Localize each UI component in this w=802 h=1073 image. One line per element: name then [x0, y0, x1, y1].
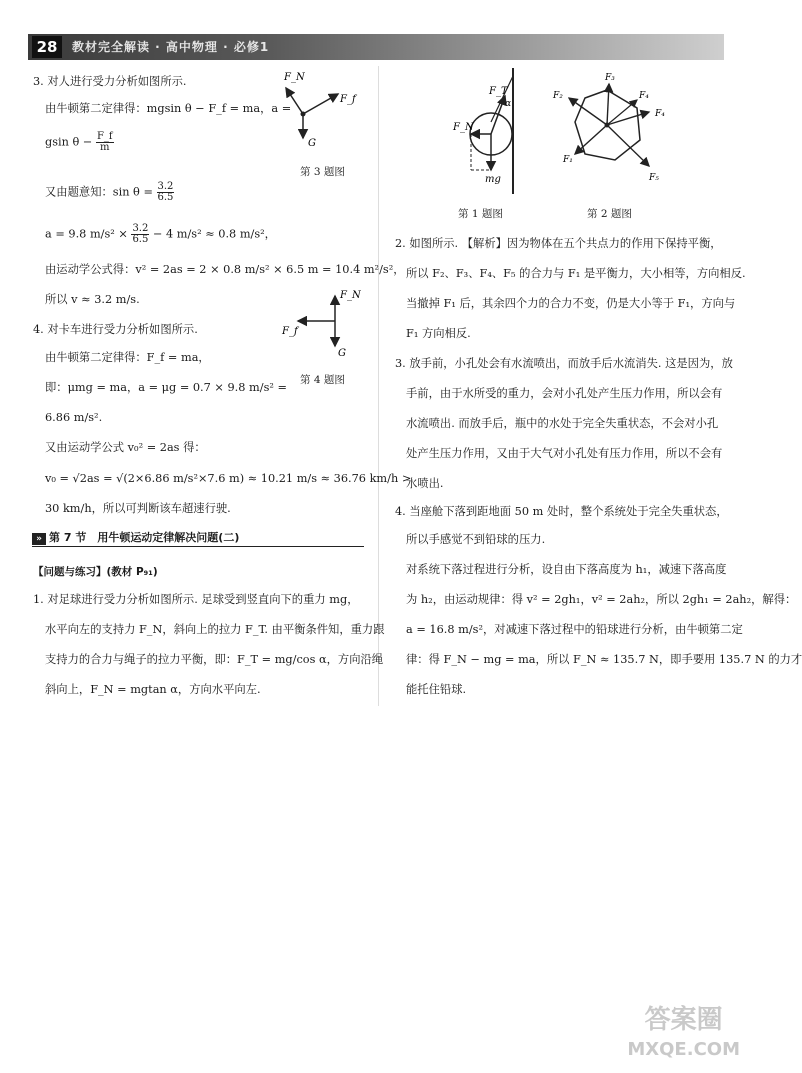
label-f2: F₂	[553, 91, 563, 101]
force-f4-arrow	[607, 112, 649, 125]
q3-line: 由运动学公式得：v² = 2as = 2 × 0.8 m/s² × 6.5 m = 10.4 m²/s²，	[45, 263, 405, 276]
label-fn: F_N	[284, 72, 305, 83]
practice-line: 斜向上，F_N = mgtan α，方向水平向左.	[45, 683, 261, 696]
q4-line: 30 km/h，所以可判断该车超速行驶.	[45, 502, 231, 515]
header-title: 教材完全解读 · 高中物理 · 必修1	[72, 40, 270, 54]
fraction: $\frac{3.2}{6.5}$	[132, 223, 149, 245]
label-ft: F_T	[489, 86, 508, 97]
r-q4-line: a = 16.8 m/s²，对减速下落过程中的铅球进行分析，由牛顿第二定	[406, 623, 743, 636]
label-fn: F_N	[453, 122, 474, 133]
r-q3-line: 3. 放手前，小孔处会有水流喷出，而放手后水流消失. 这是因为，放	[395, 357, 733, 370]
q3-line: 所以 v ≈ 3.2 m/s.	[45, 293, 140, 306]
practice-line: 支持力的合力与绳子的拉力平衡，即：F_T = mg/cos α，方向沿绳	[45, 653, 384, 666]
fraction: $\frac{3.2}{6.5}$	[157, 181, 174, 203]
watermark-logo: 答案圈 MXQE.COM	[627, 1005, 740, 1060]
label-alpha: α	[505, 99, 512, 109]
q4-line: 又由运动学公式 v₀² = 2as 得：	[45, 441, 206, 454]
figure-4-caption: 第 4 题图	[300, 374, 345, 386]
r-q4-line: 4. 当座舱下落到距地面 50 m 处时，整个系统处于完全失重状态，	[395, 505, 728, 518]
label-ff: F_f	[282, 326, 298, 337]
figure-1-caption: 第 1 题图	[458, 208, 503, 220]
force-origin-point	[605, 123, 610, 128]
r-q4-line: 律：得 F_N − mg = ma，所以 F_N ≈ 135.7 N，即手要用 135.7 N 的力才	[406, 653, 802, 666]
figure-4-force-diagram	[280, 286, 370, 366]
label-f4: F₄	[655, 109, 665, 119]
q4-line: 即：μmg = ma，a = μg = 0.7 × 9.8 m/s² =	[45, 381, 287, 394]
q3-line: gsin θ − $\frac{F\_f}{m}$	[45, 131, 113, 153]
label-f1: F₁	[563, 155, 573, 165]
label-ff: F_f	[340, 94, 356, 105]
force-ft-arrow	[491, 96, 505, 134]
practice-line: 水平向左的支持力 F_N，斜向上的拉力 F_T. 由平衡条件知，重力跟	[45, 623, 385, 636]
q3-line: a = 9.8 m/s² × $\frac{3.2}{6.5}$ − 4 m/s² ≈ 0.8 m/s²，	[45, 223, 276, 245]
figure-3-force-diagram	[270, 66, 370, 166]
practice-line: 1. 对足球进行受力分析如图所示. 足球受到竖直向下的重力 mg，	[33, 593, 359, 606]
section-heading: » 第 7 节 用牛顿运动定律解决问题(二)	[32, 530, 364, 547]
r-q2-line: 2. 如图所示. 【解析】因为物体在五个共点力的作用下保持平衡，	[395, 237, 722, 250]
chevron-right-icon: »	[32, 533, 46, 545]
q3-line: 由牛顿第二定律得：mgsin θ − F_f = ma，a =	[45, 102, 292, 115]
label-mg: mg	[485, 174, 501, 185]
force-f4b-arrow	[607, 100, 637, 125]
r-q2-line: F₁ 方向相反.	[406, 327, 471, 340]
q3-title: 3. 对人进行受力分析如图所示.	[33, 75, 187, 88]
label-g: G	[338, 348, 346, 359]
fraction: $\frac{F\_f}{m}$	[96, 131, 113, 153]
figure-3-caption: 第 3 题图	[300, 166, 345, 178]
label-f3: F₃	[605, 73, 615, 83]
label-f4b: F₄	[639, 91, 649, 101]
label-g: G	[308, 138, 316, 149]
label-fn: F_N	[340, 290, 361, 301]
r-q2-line: 所以 F₂、F₃、F₄、F₅ 的合力与 F₁ 是平衡力，大小相等，方向相反.	[406, 267, 746, 280]
q3-line: 又由题意知：sin θ = $\frac{3.2}{6.5}$	[45, 181, 174, 203]
figure-2-five-forces	[545, 70, 675, 190]
r-q3-line: 手前，由于水所受的重力，会对小孔处产生压力作用，所以会有	[406, 387, 723, 400]
r-q3-line: 处产生压力作用，又由于大气对小孔处有压力作用，所以不会有	[406, 447, 723, 460]
r-q4-line: 能托住铅球.	[406, 683, 467, 696]
r-q4-line: 对系统下落过程进行分析，设自由下落高度为 h₁，减速下落高度	[406, 563, 727, 576]
r-q4-line: 所以手感觉不到铅球的压力.	[406, 533, 546, 546]
q4-line: v₀ = √2as = √(2×6.86 m/s²×7.6 m) ≈ 10.21 m/s ≈ 36.76 km/h >	[45, 472, 412, 485]
force-fn-arrow	[286, 88, 303, 114]
q4-title: 4. 对卡车进行受力分析如图所示.	[33, 323, 198, 336]
force-ff-arrow	[303, 94, 338, 114]
r-q2-line: 当撤掉 F₁ 后，其余四个力的合力不变，仍是大小等于 F₁，方向与	[406, 297, 736, 310]
figure-2-caption: 第 2 题图	[587, 208, 632, 220]
practice-heading: 【问题与练习】(教材 P₉₁)	[33, 566, 158, 578]
r-q4-line: 为 h₂，由运动规律：得 v² = 2gh₁，v² = 2ah₂，所以 2gh₁ = 2ah₂，解得：	[406, 593, 797, 606]
label-f5: F₅	[649, 173, 659, 183]
r-q3-line: 水流喷出. 而放手后，瓶中的水处于完全失重状态，不会对小孔	[406, 417, 719, 430]
q4-line: 6.86 m/s².	[45, 411, 103, 424]
figure-1-ball-on-wall	[445, 66, 535, 196]
page-number: 28	[32, 36, 62, 58]
r-q3-line: 水喷出.	[406, 477, 444, 490]
column-divider	[378, 66, 379, 706]
q4-line: 由牛顿第二定律得：F_f = ma，	[45, 351, 210, 364]
force-origin-point	[301, 112, 306, 117]
